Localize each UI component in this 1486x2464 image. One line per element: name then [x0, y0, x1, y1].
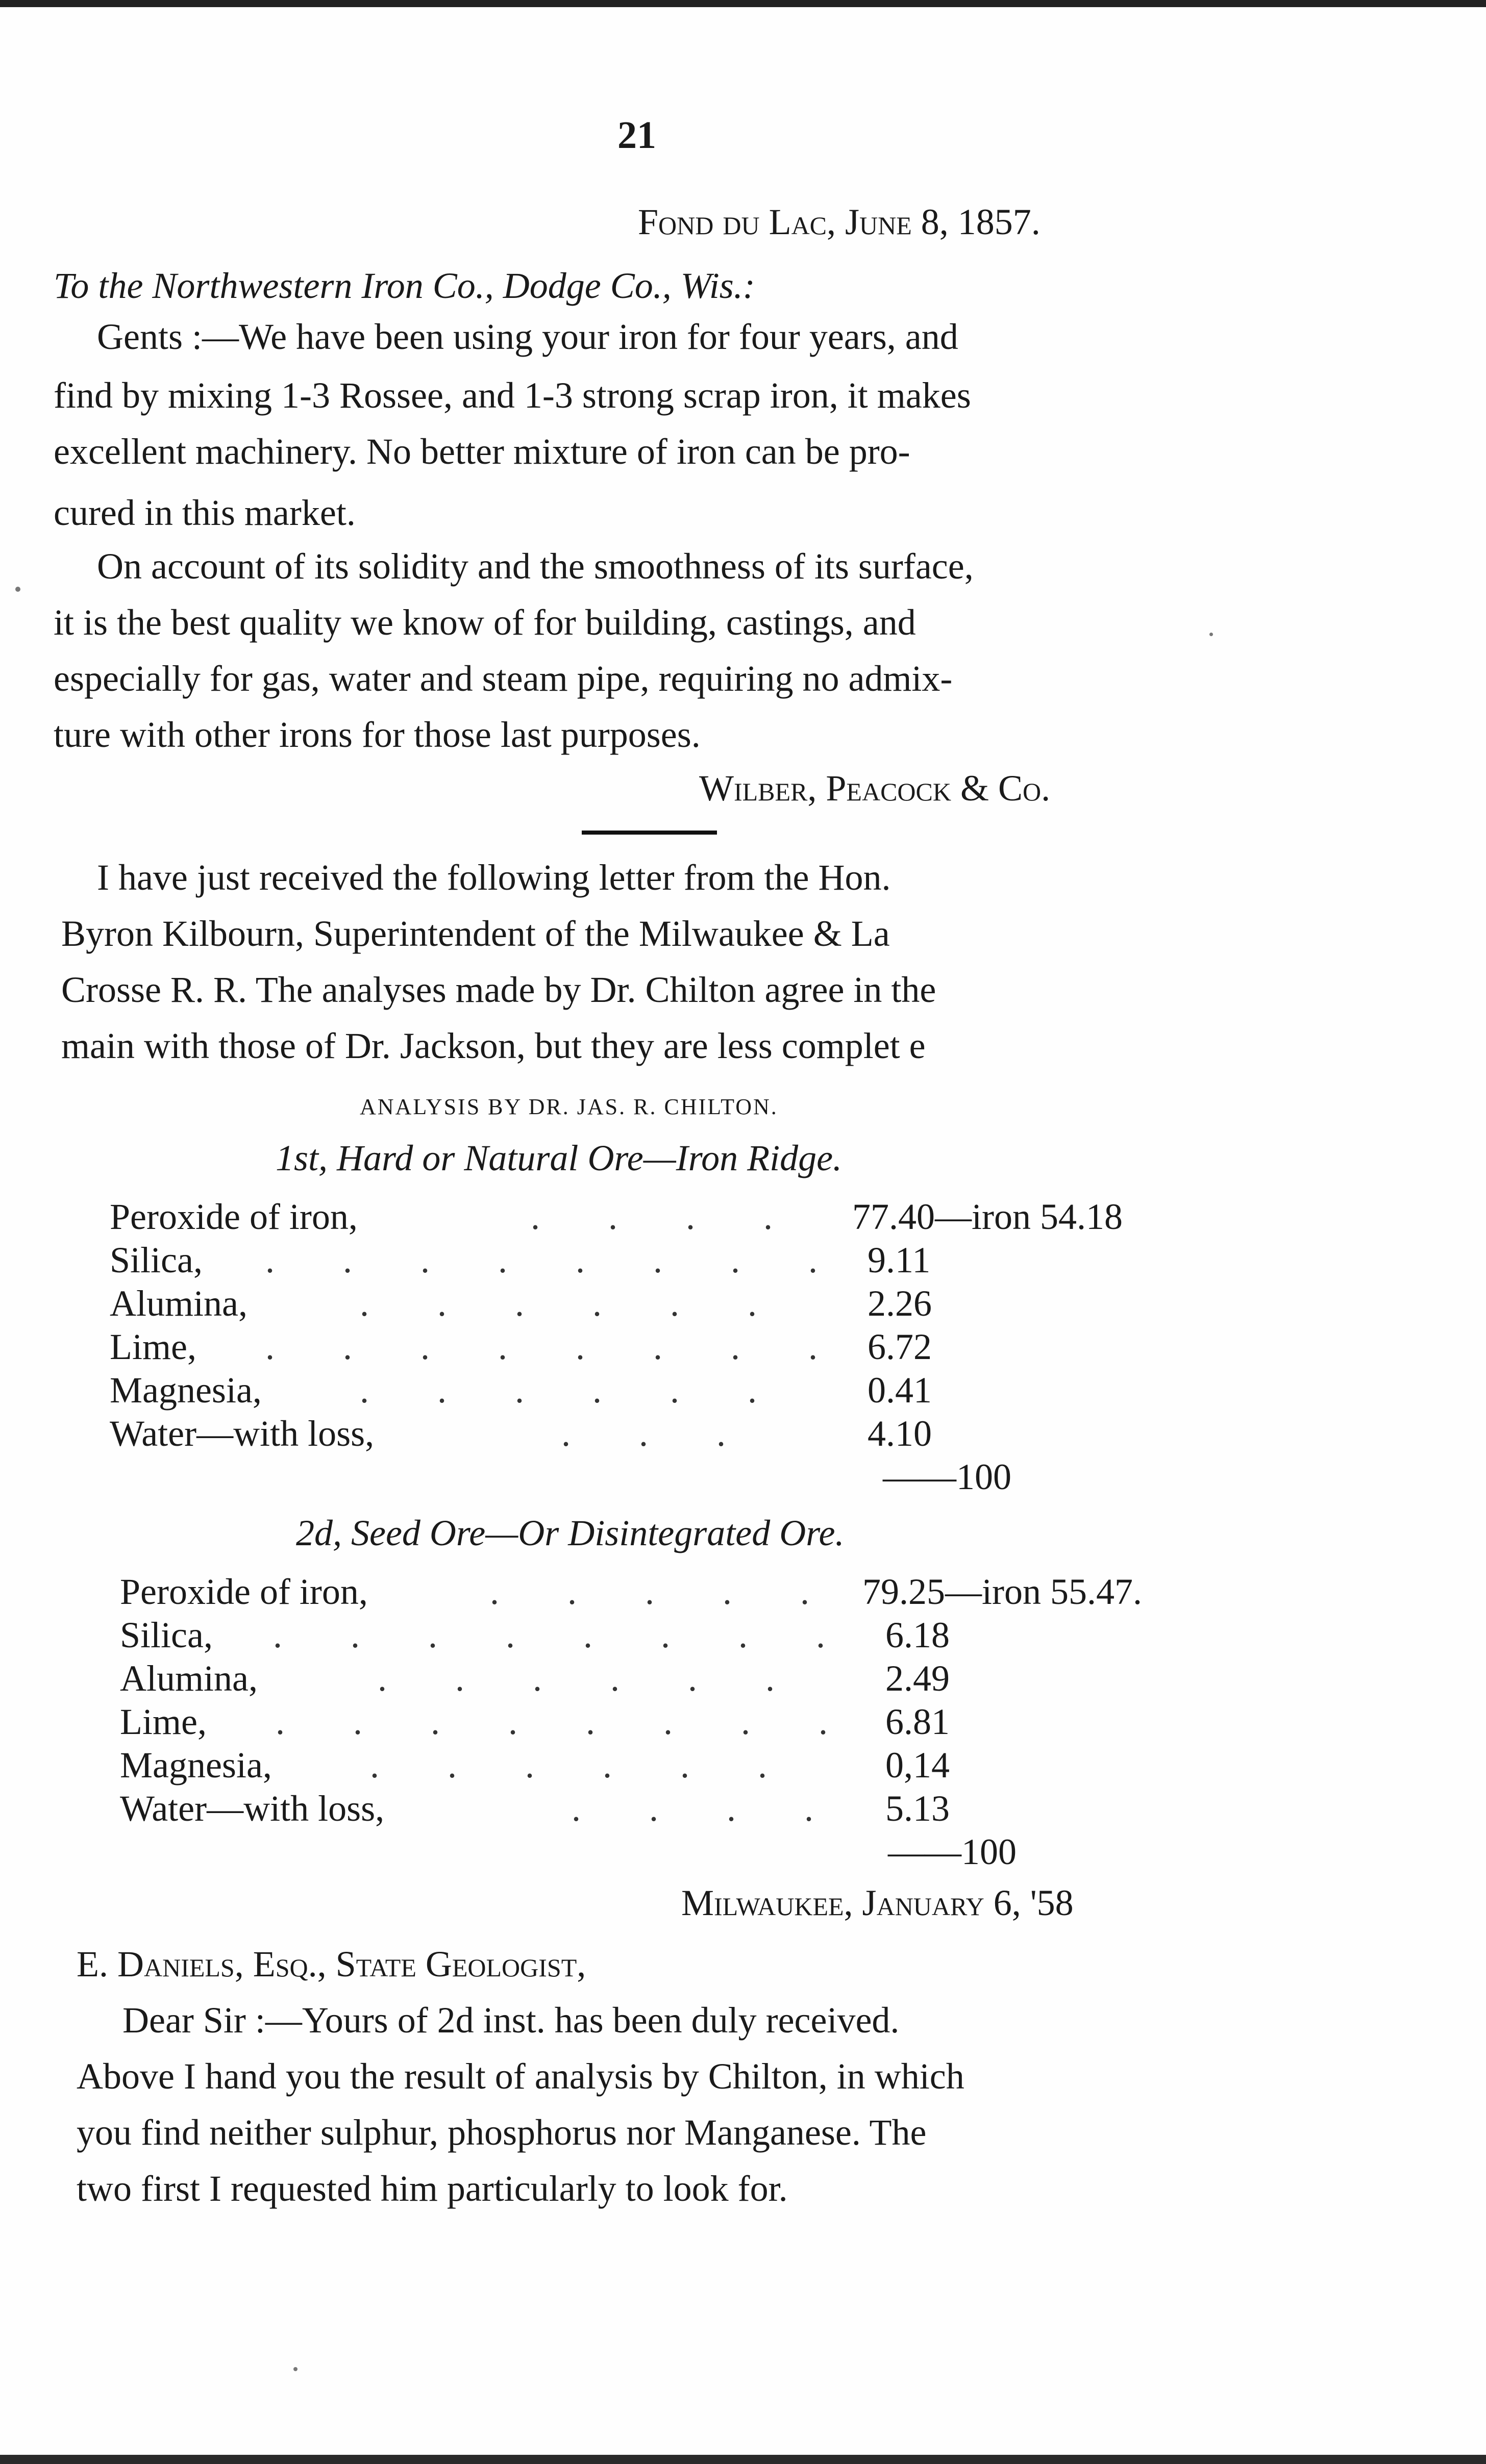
scan-speck: [15, 587, 20, 592]
table2-row-label: Water—with loss,: [120, 1788, 385, 1829]
leader-dots: . . . . . . . .: [265, 1240, 847, 1280]
table2-row-value: 79.25—iron 55.47.: [862, 1571, 1142, 1612]
table1-total: ——100: [883, 1456, 1011, 1497]
leader-dots: . . . . . . . .: [276, 1701, 857, 1742]
letter2-body-line: Above I hand you the result of analysis by Chilton, in which: [77, 2056, 964, 2097]
table1-row-value: 4.10: [868, 1413, 932, 1454]
letter1-signature: Wilber, Peacock & Co.: [699, 768, 1051, 809]
table2-row-value: 6.81: [885, 1701, 950, 1742]
table2-row-value: 6.18: [885, 1615, 950, 1655]
table1-row-label: Peroxide of iron,: [110, 1196, 358, 1237]
leader-dots: . . . .: [572, 1788, 843, 1829]
page-number: 21: [617, 114, 656, 157]
letter1-addressee: To the Northwestern Iron Co., Dodge Co., Wis.:: [54, 265, 755, 306]
table1-row-label: Alumina,: [110, 1283, 247, 1324]
scan-edge-top: [0, 0, 1486, 7]
scan-edge-bottom: [0, 2455, 1486, 2464]
table1-row-label: Lime,: [110, 1326, 196, 1367]
section-divider: [582, 831, 717, 835]
table1-row-label: Magnesia,: [110, 1370, 262, 1411]
table2-row-label: Alumina,: [120, 1658, 258, 1699]
intro-line: main with those of Dr. Jackson, but they are less complet e: [61, 1025, 926, 1066]
table1-row-value: 77.40—iron 54.18: [852, 1196, 1123, 1237]
leader-dots: . . . .: [531, 1196, 802, 1237]
table2-row-value: 2.49: [885, 1658, 950, 1699]
table2-total: ——100: [888, 1831, 1017, 1872]
table1-heading: 1st, Hard or Natural Ore—Iron Ridge.: [276, 1138, 843, 1178]
table2-heading: 2d, Seed Ore—Or Disintegrated Ore.: [296, 1513, 845, 1553]
analysis-heading: ANALYSIS BY DR. JAS. R. CHILTON.: [360, 1094, 778, 1119]
letter1-body-line: cured in this market.: [54, 492, 356, 533]
intro-line: Crosse R. R. The analyses made by Dr. Chilton agree in the: [61, 969, 936, 1010]
letter2-dateline: Milwaukee, January 6, '58: [681, 1882, 1074, 1923]
letter1-body-line: find by mixing 1-3 Rossee, and 1-3 strong scrap iron, it makes: [54, 375, 971, 416]
intro-line: I have just received the following letter from the Hon.: [97, 857, 891, 898]
letter2-body-line: Dear Sir :—Yours of 2d inst. has been duly received.: [122, 2000, 900, 2041]
table2-row-label: Magnesia,: [120, 1745, 272, 1786]
table1-row-value: 2.26: [868, 1283, 932, 1324]
letter2-body-line: two first I requested him particularly to look for.: [77, 2168, 788, 2209]
intro-line: Byron Kilbourn, Superintendent of the Milwaukee & La: [61, 913, 890, 954]
table2-row-label: Silica,: [120, 1615, 213, 1655]
letter1-body-line: excellent machinery. No better mixture of iron can be pro-: [54, 431, 910, 472]
letter2-body-line: you find neither sulphur, phosphorus nor Manganese. The: [77, 2112, 927, 2153]
table2-row-label: Peroxide of iron,: [120, 1571, 368, 1612]
leader-dots: . . . . .: [490, 1571, 839, 1612]
table2-row-value: 0,14: [885, 1745, 950, 1786]
scan-speck: [1209, 633, 1213, 636]
table1-row-value: 6.72: [868, 1326, 932, 1367]
letter1-body-line: especially for gas, water and steam pipe, requiring no admix-: [54, 658, 953, 699]
leader-dots: . . . . . .: [378, 1658, 804, 1699]
leader-dots: . . . . . .: [360, 1283, 786, 1324]
leader-dots: . . .: [561, 1413, 755, 1454]
letter1-body-line: ture with other irons for those last purposes.: [54, 714, 701, 755]
letter1-dateline: Fond du Lac, June 8, 1857.: [638, 202, 1041, 242]
letter1-body-line: it is the best quality we know of for building, castings, and: [54, 602, 916, 643]
leader-dots: . . . . . . . .: [265, 1326, 847, 1367]
table1-row-value: 0.41: [868, 1370, 932, 1411]
scan-speck: [293, 2367, 298, 2371]
leader-dots: . . . . . .: [360, 1370, 786, 1411]
leader-dots: . . . . . .: [370, 1745, 797, 1786]
table1-row-value: 9.11: [868, 1240, 931, 1280]
table1-row-label: Silica,: [110, 1240, 203, 1280]
table2-row-label: Lime,: [120, 1701, 207, 1742]
table2-row-value: 5.13: [885, 1788, 950, 1829]
table1-row-label: Water—with loss,: [110, 1413, 375, 1454]
letter2-addressee: E. Daniels, Esq., State Geologist,: [77, 1944, 586, 1984]
letter1-body-line: On account of its solidity and the smoothness of its surface,: [97, 546, 974, 587]
letter1-body-line: Gents :—We have been using your iron for four years, and: [97, 316, 958, 357]
leader-dots: . . . . . . . .: [273, 1615, 855, 1655]
